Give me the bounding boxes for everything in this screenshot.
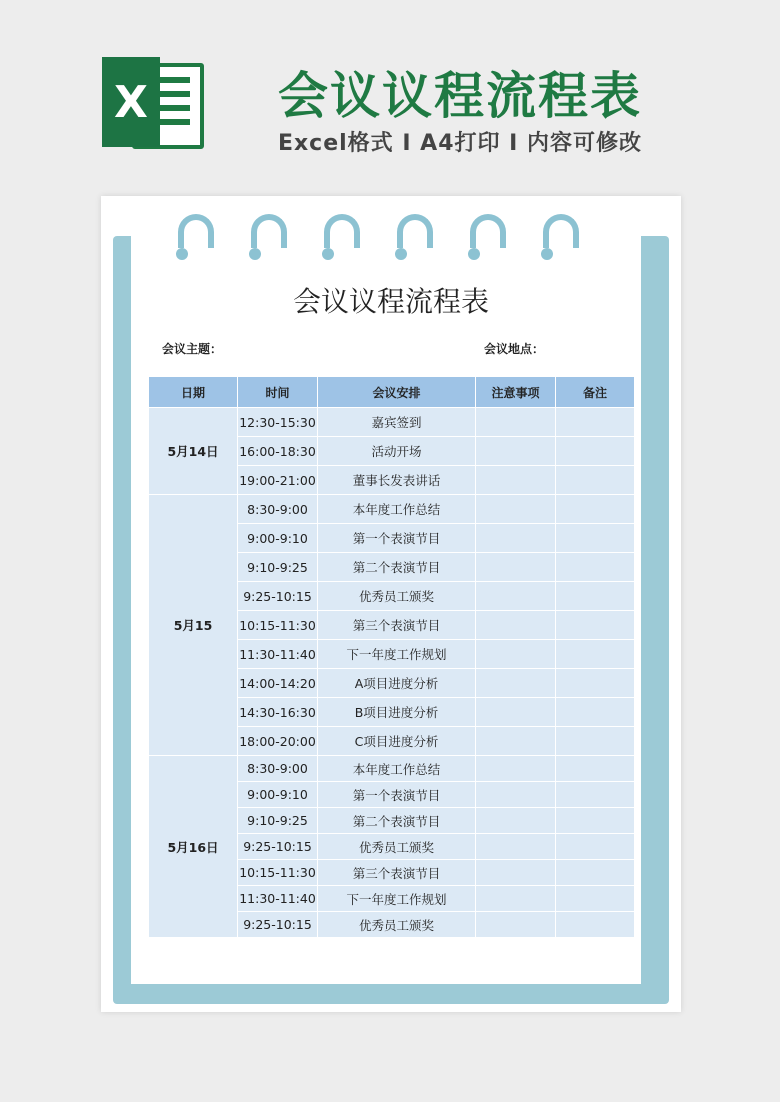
- notes-cell[interactable]: [476, 524, 556, 553]
- table-row: [149, 495, 635, 524]
- remarks-cell[interactable]: [556, 912, 635, 938]
- remarks-cell[interactable]: [556, 834, 635, 860]
- notes-cell[interactable]: [476, 912, 556, 938]
- remarks-cell[interactable]: [556, 611, 635, 640]
- remarks-cell[interactable]: [556, 886, 635, 912]
- header-notes: 注意事项: [476, 377, 556, 408]
- meeting-topic-label: 会议主题：: [162, 342, 223, 356]
- notes-cell[interactable]: [476, 860, 556, 886]
- excel-logo-letter: X: [102, 57, 160, 147]
- binder-ring-icon: [178, 214, 214, 258]
- agenda-cell[interactable]: 第一个表演节目: [318, 782, 476, 808]
- time-cell[interactable]: 18:00-20:00: [238, 727, 318, 756]
- time-cell[interactable]: 9:00-9:10: [238, 782, 318, 808]
- notes-cell[interactable]: [476, 640, 556, 669]
- table-row: [149, 408, 635, 437]
- time-cell[interactable]: 8:30-9:00: [238, 495, 318, 524]
- date-cell[interactable]: 5月14日: [149, 408, 238, 495]
- notes-cell[interactable]: [476, 886, 556, 912]
- header-agenda: 会议安排: [318, 377, 476, 408]
- binder-ring-icon: [543, 214, 579, 258]
- agenda-cell[interactable]: 第三个表演节目: [318, 860, 476, 886]
- notes-cell[interactable]: [476, 437, 556, 466]
- table-header-row: [149, 377, 635, 408]
- notes-cell[interactable]: [476, 495, 556, 524]
- notes-cell[interactable]: [476, 669, 556, 698]
- time-cell[interactable]: 14:00-14:20: [238, 669, 318, 698]
- agenda-cell[interactable]: 本年度工作总结: [318, 756, 476, 782]
- agenda-table: [148, 376, 635, 938]
- excel-logo-icon: [102, 57, 202, 147]
- agenda-cell[interactable]: 优秀员工颁奖: [318, 912, 476, 938]
- time-cell[interactable]: 8:30-9:00: [238, 756, 318, 782]
- agenda-cell[interactable]: 下一年度工作规划: [318, 640, 476, 669]
- remarks-cell[interactable]: [556, 640, 635, 669]
- remarks-cell[interactable]: [556, 756, 635, 782]
- date-cell[interactable]: 5月15: [149, 495, 238, 756]
- notes-cell[interactable]: [476, 698, 556, 727]
- banner-subtitle: Excel格式 I A4打印 I 内容可修改: [277, 131, 643, 156]
- time-cell[interactable]: 9:25-10:15: [238, 834, 318, 860]
- agenda-cell[interactable]: C项目进度分析: [318, 727, 476, 756]
- notes-cell[interactable]: [476, 582, 556, 611]
- agenda-cell[interactable]: 嘉宾签到: [318, 408, 476, 437]
- time-cell[interactable]: 16:00-18:30: [238, 437, 318, 466]
- header-time: 时间: [238, 377, 318, 408]
- agenda-cell[interactable]: 第一个表演节目: [318, 524, 476, 553]
- notes-cell[interactable]: [476, 782, 556, 808]
- agenda-cell[interactable]: 第二个表演节目: [318, 808, 476, 834]
- time-cell[interactable]: 12:30-15:30: [238, 408, 318, 437]
- date-cell[interactable]: 5月16日: [149, 756, 238, 938]
- notes-cell[interactable]: [476, 466, 556, 495]
- remarks-cell[interactable]: [556, 524, 635, 553]
- time-cell[interactable]: 9:25-10:15: [238, 912, 318, 938]
- header-remarks: 备注: [556, 377, 635, 408]
- agenda-cell[interactable]: 第三个表演节目: [318, 611, 476, 640]
- binder-ring-icon: [251, 214, 287, 258]
- agenda-cell[interactable]: 董事长发表讲话: [318, 466, 476, 495]
- remarks-cell[interactable]: [556, 727, 635, 756]
- document-title: 会议议程流程表: [292, 285, 489, 318]
- time-cell[interactable]: 9:10-9:25: [238, 808, 318, 834]
- time-cell[interactable]: 10:15-11:30: [238, 860, 318, 886]
- remarks-cell[interactable]: [556, 495, 635, 524]
- banner-title: 会议议程流程表: [278, 67, 642, 125]
- remarks-cell[interactable]: [556, 782, 635, 808]
- remarks-cell[interactable]: [556, 860, 635, 886]
- time-cell[interactable]: 9:25-10:15: [238, 582, 318, 611]
- time-cell[interactable]: 9:10-9:25: [238, 553, 318, 582]
- agenda-cell[interactable]: 本年度工作总结: [318, 495, 476, 524]
- remarks-cell[interactable]: [556, 582, 635, 611]
- remarks-cell[interactable]: [556, 466, 635, 495]
- remarks-cell[interactable]: [556, 808, 635, 834]
- header-date: 日期: [149, 377, 238, 408]
- meeting-location-label: 会议地点：: [484, 342, 545, 356]
- notes-cell[interactable]: [476, 408, 556, 437]
- banner: [0, 0, 780, 190]
- remarks-cell[interactable]: [556, 698, 635, 727]
- time-cell[interactable]: 19:00-21:00: [238, 466, 318, 495]
- notes-cell[interactable]: [476, 553, 556, 582]
- time-cell[interactable]: 9:00-9:10: [238, 524, 318, 553]
- agenda-cell[interactable]: A项目进度分析: [318, 669, 476, 698]
- notes-cell[interactable]: [476, 756, 556, 782]
- time-cell[interactable]: 14:30-16:30: [238, 698, 318, 727]
- agenda-cell[interactable]: 活动开场: [318, 437, 476, 466]
- agenda-cell[interactable]: 第二个表演节目: [318, 553, 476, 582]
- time-cell[interactable]: 11:30-11:40: [238, 640, 318, 669]
- remarks-cell[interactable]: [556, 553, 635, 582]
- remarks-cell[interactable]: [556, 408, 635, 437]
- notes-cell[interactable]: [476, 727, 556, 756]
- binder-ring-icon: [324, 214, 360, 258]
- agenda-cell[interactable]: 优秀员工颁奖: [318, 582, 476, 611]
- time-cell[interactable]: 11:30-11:40: [238, 886, 318, 912]
- agenda-cell[interactable]: 优秀员工颁奖: [318, 834, 476, 860]
- notes-cell[interactable]: [476, 808, 556, 834]
- table-row: [149, 756, 635, 782]
- time-cell[interactable]: 10:15-11:30: [238, 611, 318, 640]
- binder-ring-icon: [470, 214, 506, 258]
- binder-ring-icon: [397, 214, 433, 258]
- remarks-cell[interactable]: [556, 669, 635, 698]
- agenda-cell[interactable]: B项目进度分析: [318, 698, 476, 727]
- notes-cell[interactable]: [476, 834, 556, 860]
- remarks-cell[interactable]: [556, 437, 635, 466]
- notes-cell[interactable]: [476, 611, 556, 640]
- agenda-cell[interactable]: 下一年度工作规划: [318, 886, 476, 912]
